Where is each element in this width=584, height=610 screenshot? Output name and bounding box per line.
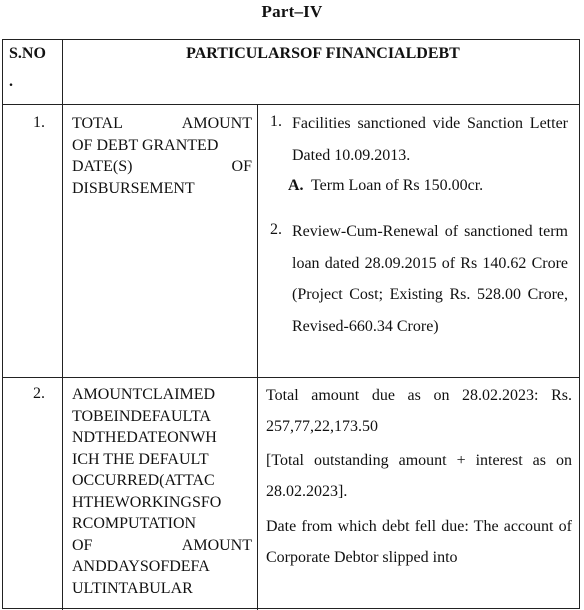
row1-item1-text: Facilities sanctioned vide Sanction Letter Dated 10.09.2013.: [292, 115, 568, 164]
row1-label-line1: [72, 113, 252, 135]
part-heading: Part–IV: [261, 2, 323, 21]
row1-item1-number: 1.: [270, 113, 282, 130]
row2-label-word-of: OF: [72, 536, 93, 554]
row1-label: [72, 113, 252, 199]
row2-label-line10: ULTINTABULAR: [72, 579, 193, 597]
row1-item2-number: 2.: [270, 221, 282, 238]
header-particulars: PARTICULARSOF FINANCIALDEBT: [186, 45, 460, 62]
financial-debt-table: [2, 39, 580, 609]
row2-total-amount: Total amount due as on 28.02.2023: Rs. 257,77,22,173.50: [266, 387, 572, 435]
row1-divider: [3, 377, 579, 378]
row1-label-line4: DISBURSEMENT: [72, 179, 195, 197]
row2-sno: 2.: [33, 385, 45, 402]
row1-item1-sub-text: Term Loan of Rs 150.00cr.: [311, 177, 484, 194]
row2-label-line9: ANDDAYSOFDEFA: [72, 558, 210, 575]
row2-label-line1: AMOUNTCLAIMED: [72, 386, 216, 403]
row2-label-word-amount: AMOUNT: [181, 536, 252, 554]
row1-item1-sub-label: A.: [288, 177, 304, 194]
row1-label-line3: [72, 156, 252, 178]
row2-label-line5: OCCURRED(ATTAC: [72, 472, 215, 489]
row1-label-word-total: TOTAL: [72, 115, 123, 132]
row1-label-word-dates: DATE(S): [72, 158, 133, 175]
header-row-divider: [3, 104, 579, 105]
column-divider-sno: [62, 40, 63, 610]
row1-label-line2: OF DEBT GRANTED: [72, 136, 219, 154]
row2-label: [72, 384, 252, 599]
row2-label-line3: NDTHEDATEONWH: [72, 429, 217, 446]
column-divider-details: [257, 104, 258, 610]
row2-label-line2: TOBEINDEFAULTA: [72, 407, 211, 425]
row1-label-word-amount: AMOUNT: [181, 115, 252, 132]
header-sno-text: S.NO: [9, 45, 46, 62]
header-sno-dot: .: [9, 73, 13, 90]
row2-label-line7: RCOMPUTATION: [72, 515, 197, 532]
row1-item2-text: Review-Cum-Renewal of sanctioned term loan dated 28.09.2015 of Rs 140.62 Crore (Project Cost; Existing Rs. 528.00 Crore, Revised-660.34 Crore): [292, 223, 568, 335]
row1-label-word-of: OF: [231, 158, 252, 175]
row2-label-line6: HTHEWORKINGSFO: [72, 493, 222, 511]
row1-sno: 1.: [33, 114, 45, 131]
row2-label-line4: ICH THE DEFAULT: [72, 450, 209, 468]
header-sno: [9, 44, 59, 92]
row2-label-line8: [72, 535, 252, 557]
row2-outstanding-note: [Total outstanding amount + interest as on 28.02.2023].: [266, 452, 572, 500]
row2-default-date-text: Date from which debt fell due: The account of Corporate Debtor slipped into: [266, 518, 572, 566]
